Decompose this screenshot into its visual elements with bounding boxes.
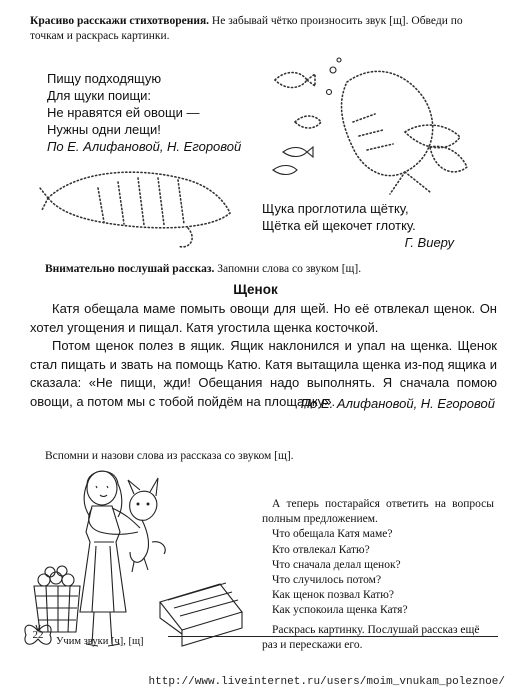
poem-1: [47, 70, 277, 155]
poem-2-line: Щётка ей щекочет глотку.: [262, 218, 416, 233]
instruction-2-rest: Запомни слова со звуком [щ].: [214, 263, 362, 275]
poem-1-line: Не нравятся ей овощи —: [47, 105, 200, 120]
poem-2-author: Г. Виеру: [404, 235, 454, 250]
poem-2-line: Щука проглотила щётку,: [262, 201, 409, 216]
poem-1-line: Пищу подходящую: [47, 71, 162, 86]
dotted-pike-fish-illustration: [255, 52, 475, 202]
questions-intro: А теперь постарайся ответить на вопросы полным предложением.: [262, 498, 494, 526]
story-paragraph: Потом щенок полез в ящик. Ящик наклонился и упал на щенка. Щенок стал пищать и звать на помощь Катю. Катя вытащила щенка из-под ящика и сказала: «Не пищи, жди! Обещания надо выполнять. Я сначала помою овощи, а потом мы с тобой пойдём на площадку».: [30, 338, 497, 409]
instruction-1-rest: Не забывай чётко произносить звук [щ]. Обведи по точкам и раскрась картинки.: [30, 15, 463, 42]
questions-list: [262, 527, 494, 618]
story-body: [30, 300, 497, 411]
dotted-pike-illustration: [38, 158, 238, 253]
poem-2: [262, 200, 492, 251]
instruction-1: [30, 14, 496, 44]
question-item: Что сначала делал щенок?: [272, 558, 401, 571]
story-author: По Е. Алифановой, Н. Егоровой: [300, 396, 495, 411]
page-number: 22: [32, 629, 44, 641]
question-item: Что случилось потом?: [272, 574, 382, 587]
questions-outro: Раскрась картинку. Послушай рассказ ещё раз и перескажи его.: [262, 623, 480, 651]
source-url: http://www.liveinternet.ru/users/moim_vnukam_poleznoe/: [148, 676, 505, 688]
question-item: Как успокоила щенка Катя?: [272, 604, 408, 617]
poem-1-line: Нужны одни лещи!: [47, 122, 161, 137]
question-item: Что обещала Катя маме?: [272, 528, 393, 541]
instruction-1-bold: Красиво расскажи стихотворения.: [30, 15, 210, 27]
footer-divider: [168, 636, 498, 637]
book-title: Учим звуки [ч], [щ]: [56, 636, 144, 647]
question-item: Как щенок позвал Катю?: [272, 589, 395, 602]
poem-1-author: По Е. Алифановой, Н. Егоровой: [47, 139, 242, 154]
instruction-3: Вспомни и назови слова из рассказа со звуком [щ].: [45, 450, 294, 462]
instruction-2-bold: Внимательно послушай рассказ.: [45, 263, 215, 275]
story-paragraph: Катя обещала маме помыть овощи для щей. Но её отвлекал щенок. Он хотел угощения и пищал. Катя угостила щенка косточкой.: [30, 301, 497, 335]
question-item: Кто отвлекал Катю?: [272, 543, 370, 556]
footer-bar: [56, 629, 505, 648]
instruction-2: [45, 262, 485, 277]
story-title: Щенок: [233, 282, 278, 297]
poem-1-line: Для щуки поищи:: [47, 88, 152, 103]
